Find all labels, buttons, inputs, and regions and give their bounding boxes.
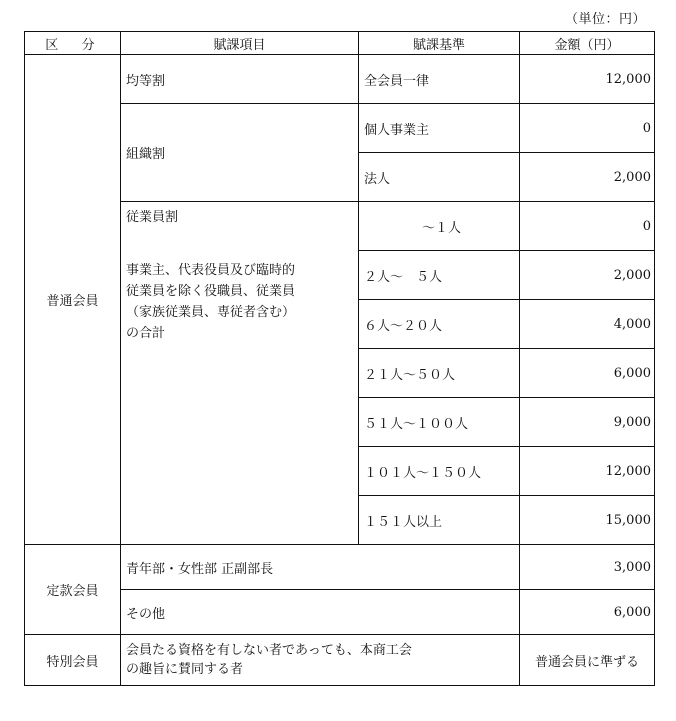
item-employee-title: 従業員割 [126,210,179,225]
basis-cell: ５１人～１００人 [359,398,520,447]
amount-cell: 12,000 [520,55,655,104]
amount-cell: 0 [520,104,655,153]
basis-cell: 全会員一律 [359,55,520,104]
amount-cell: 3,000 [520,545,655,590]
header-row [25,32,655,55]
basis-cell: 個人事業主 [359,104,520,153]
amount-cell: 0 [520,202,655,251]
table-row [25,545,655,590]
amount-cell: 6,000 [520,590,655,635]
category-ordinary: 普通会員 [25,55,121,545]
item-line: 会員たる資格を有しない者であっても、本商工会 [126,643,412,658]
basis-cell: ６人～２０人 [359,300,520,349]
basis-cell: 法人 [359,153,520,202]
basis-cell: １５１人以上 [359,496,520,545]
amount-cell: 6,000 [520,349,655,398]
header-item: 賦課項目 [121,32,359,55]
basis-cell: ２１人～５０人 [359,349,520,398]
item-line: の趣旨に賛同する者 [126,662,244,677]
item-employee [121,202,359,545]
amount-cell: 2,000 [520,251,655,300]
note-line: の合計 [126,326,166,341]
category-special: 特別会員 [25,635,121,686]
table-row [25,55,655,104]
amount-cell: 4,000 [520,300,655,349]
item-employee-note [126,260,353,344]
basis-cell: １０１人～１５０人 [359,447,520,496]
basis-cell: ～１人 [359,202,520,251]
amount-cell: 2,000 [520,153,655,202]
membership-fee-table [24,31,655,686]
item-cell [121,635,520,686]
note-line: 事業主、代表役員及び臨時的 [126,263,296,278]
note-line: 従業員を除く役職員、従業員 [126,284,296,299]
amount-cell: 15,000 [520,496,655,545]
item-flat: 均等割 [121,55,359,104]
header-basis: 賦課基準 [359,32,520,55]
table-row [25,635,655,686]
category-statutory: 定款会員 [25,545,121,635]
amount-cell: 普通会員に準ずる [520,635,655,686]
amount-cell: 12,000 [520,447,655,496]
header-category: 区 分 [25,32,121,55]
amount-cell: 9,000 [520,398,655,447]
item-org: 組織割 [121,104,359,202]
item-cell: 青年部・女性部 正副部長 [121,545,520,590]
item-cell: その他 [121,590,520,635]
note-line: （家族従業員、専従者含む） [126,305,296,320]
basis-cell: ２人～ ５人 [359,251,520,300]
header-amount: 金額（円） [520,32,655,55]
unit-label: （単位：円） [564,12,646,27]
